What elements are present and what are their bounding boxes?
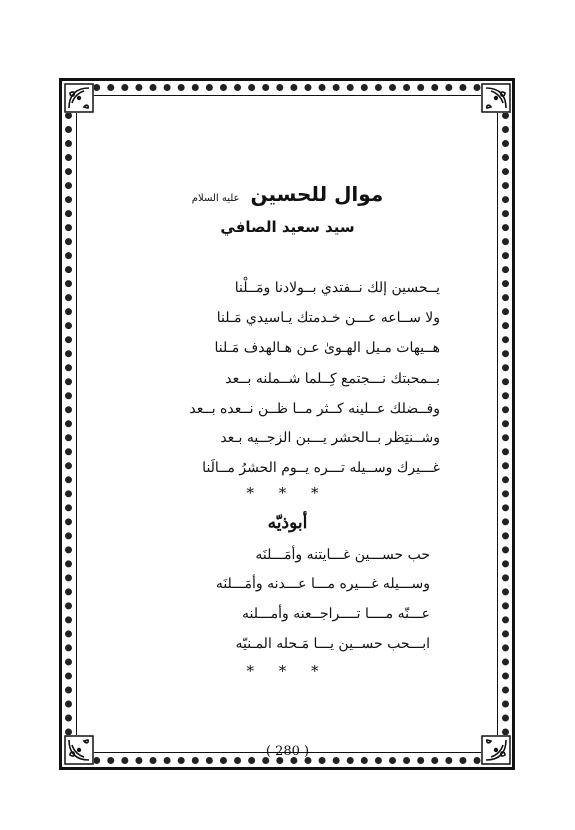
section-separator: * * * — [246, 662, 329, 680]
abudhiya-line: وســـيله غـــيره مـــا عـــدنه وأمَـــلنَه — [215, 576, 430, 592]
mawwal-line: وفــضلك عــلينه كــثر مــا ظــن نــعده بــعد — [189, 401, 440, 417]
poem-title — [90, 182, 485, 206]
mawwal-line: غـــيرك وســيله تـــره يــوم الحشرُ مــالَنا — [202, 460, 440, 476]
poem-author: سيد سعيد الصافي — [220, 218, 355, 236]
corner-ornament-icon — [481, 83, 511, 113]
mawwal-line: وشــنتِظر بــالحشر يـــبن الزجــيه بـعد — [220, 430, 440, 446]
mawwal-line: يــحسين إلك نــفتدي بــولادنا ومَــلْنا — [234, 280, 440, 296]
honorific-mark: عليه السلام — [191, 193, 240, 204]
abudhiya-line: عـــنّه مــــا تــــراجــعنه وأمـــلنه — [242, 606, 430, 622]
mawwal-line: بــمحبتك نـــجتمع كِــلما شــملنه بــعد — [225, 371, 440, 387]
mawwal-line: هــيهات مـيل الهـوىٰ عـن هـالهدف مَـلنا — [214, 340, 440, 356]
corner-ornament-icon — [64, 83, 94, 113]
page-number: ( 280 ) — [265, 744, 310, 759]
section-separator: * * * — [246, 484, 329, 502]
mawwal-line: ولا ســاعه عـــن خـدمتك يـاسيدي مَـلنا — [216, 310, 440, 326]
poem-title-text: موال للحسين — [250, 182, 384, 206]
abudhiya-line: حب حســـين غـــايتنه وأمَـــلنَه — [255, 547, 430, 563]
abudhiya-line: ابـــحب حســين يـــا مَـحله المـنيّه — [235, 636, 430, 652]
abudhiya-title: أبوذيّه — [267, 513, 308, 533]
